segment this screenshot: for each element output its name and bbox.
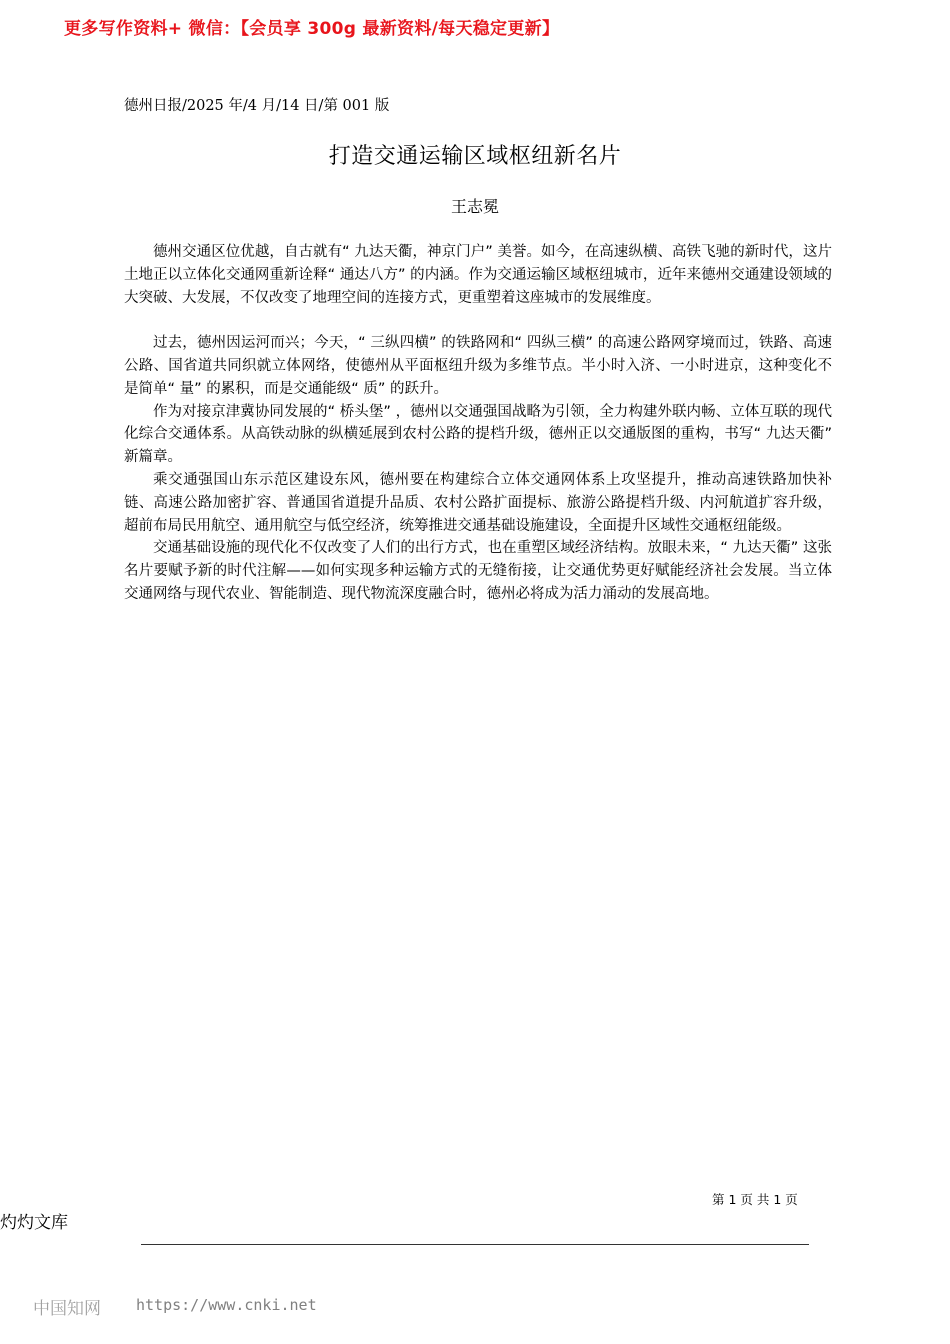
site-name: 灼灼文库 <box>0 1213 68 1233</box>
paragraph: 德州交通区位优越，自古就有“ 九达天衢，神京门户” 美誉。如今，在高速纵横、高铁飞驰的新时代，这片土地正以立体化交通网重新诠释“ 通达八方” 的内涵。作为交通运输区域枢纽城市，近年来德州交通建设领域的大突破、大发展，不仅改变了地理空间的连接方式，更重塑着这座城市的发展维度。 <box>124 244 832 306</box>
footer-divider <box>141 1244 809 1245</box>
article-body <box>124 241 832 606</box>
paragraph: 作为对接京津冀协同发展的“ 桥头堡” ，德州以交通强国战略为引领，全力构建外联内畅、立体互联的现代化综合交通体系。从高铁动脉的纵横延展到农村公路的提档升级，德州正以交通版图的重构，书写“ 九达天衢” 新篇章。 <box>124 403 832 466</box>
source-line: 德州日报/2025 年/4 月/14 日/第 001 版 <box>124 98 390 114</box>
article-author: 王志冕 <box>450 197 499 216</box>
paragraph: 乘交通强国山东示范区建设东风，德州要在构建综合立体交通网体系上攻坚提升，推动高速铁路加快补链、高速公路加密扩容、普通国省道提升品质、农村公路扩面提标、旅游公路提档升级、内河航道扩容升级，超前布局民用航空、通用航空与低空经济，统筹推进交通基础设施建设，全面提升区域性交通枢纽能级。 <box>124 471 832 534</box>
cnki-url-watermark: https://www.cnki.net <box>136 1296 317 1314</box>
paragraph: 过去，德州因运河而兴；今天，“ 三纵四横” 的铁路网和“ 四纵三横” 的高速公路网穿境而过，铁路、高速公路、国省道共同织就立体网络，使德州从平面枢纽升级为多维节点。半小时入济、一小时进京，这种变化不是简单“ 量” 的累积，而是交通能级“ 质” 的跃升。 <box>124 335 832 397</box>
promo-banner: 更多写作资料+ 微信：【会员享 300g 最新资料/每天稳定更新】 <box>64 19 560 39</box>
page-number: 第 1 页 共 1 页 <box>712 1192 798 1207</box>
cnki-watermark: 中国知网 <box>33 1299 101 1319</box>
article-title: 打造交通运输区域枢纽新名片 <box>328 144 622 169</box>
paragraph: 交通基础设施的现代化不仅改变了人们的出行方式，也在重塑区域经济结构。放眼未来，“ 九达天衢” 这张名片要赋予新的时代注解——如何实现多种运输方式的无缝衔接，让交通优势更好赋能经济社会发展。当立体交通网络与现代农业、智能制造、现代物流深度融合时，德州必将成为活力涌动的发展高地。 <box>124 540 832 602</box>
